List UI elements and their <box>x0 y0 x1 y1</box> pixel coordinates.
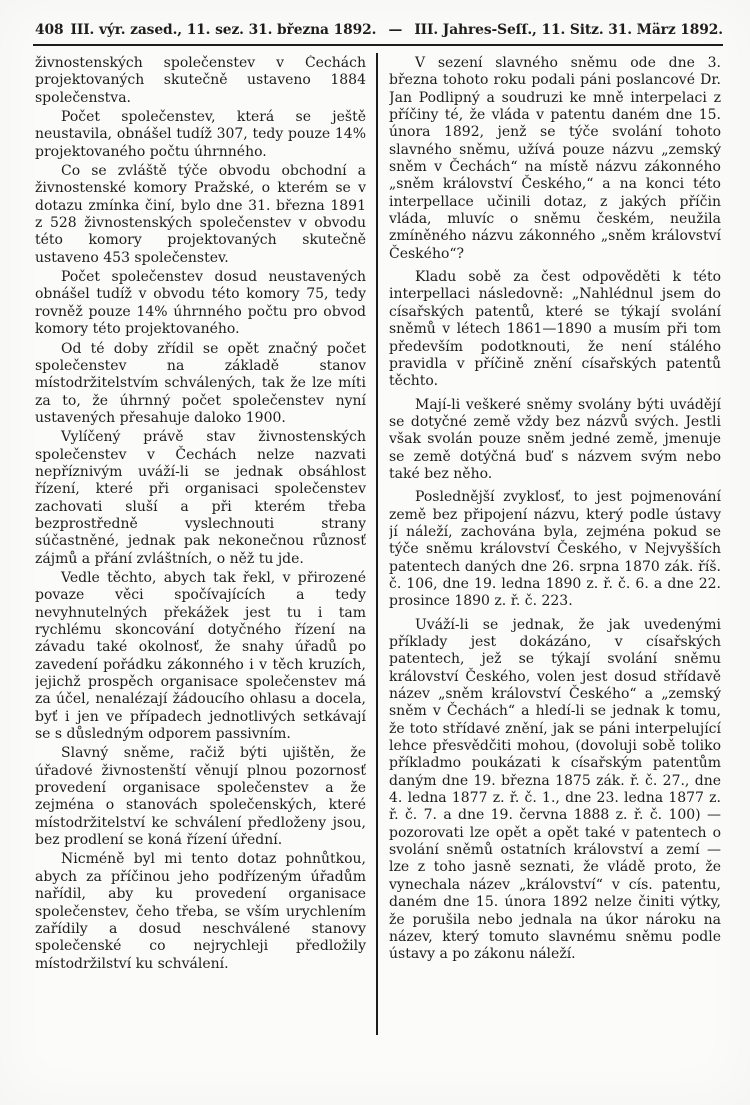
paragraph: Vylíčený právě stav živnostenských společenstev v Čechách nelze nazvati nepříznivým uváží-li se jednak obsáhlost řízení, které při organisaci společenstev zachovati sluší a při kterém třeba bezprostředně vyslechnouti strany súčastněné, jednak pak nekonečnou různosť zájmů a přání zvláštních, o něž tu jde. <box>35 429 366 567</box>
header-separator: — <box>388 22 403 38</box>
paragraph: Slavný sněme, račiž býti ujištěn, že úřadové živnostenští věnují plnou pozornosť provedení organisace společenstev a že zejména o stanovách společenských, které místodržitelství ke schválení předloženy jsou, bez prodlení se koná řízení úřední. <box>35 745 366 849</box>
page-number: 408 <box>35 22 64 38</box>
column-divider <box>376 53 378 1035</box>
paragraph: Od té doby zřídil se opět značný počet společenstev na základě stanov místodržitelstvím schválených, tak že lze míti za to, že úhrnný počet společenstev nyní ustavených přesahuje daloko 1900. <box>35 340 366 426</box>
paragraph: V sezení slavného sněmu ode dne 3. března tohoto roku podali páni poslancové Dr. Jan Podlipný a soudruzi ke mně interpelaci z příčiny té, že vláda v patentu daném dne 15. února 1892, jenž se týče svolání tohoto slavného sněmu, užívá pouze názvu „zemský sněm v Čechách“ na místě názvu zákonného „sněm království Českého,“ a na konci této interpellace učinili dotaz, z jakých příčin vláda, mluvíc o sněmu českém, neužila zmíněného názvu zákonného „sněm království Českého“? <box>389 55 721 262</box>
paragraph: Kladu sobě za čest odpověděti k této interpellaci následovně: „Nahlédnul jsem do císařských patentů, které se týkají svolání sněmů v létech 1861—1890 a musím při tom především podotknouti, že není stálého pravidla v příčině znění císařských patentů těchto. <box>389 269 721 390</box>
right-column <box>389 55 721 1027</box>
paragraph: Poslednější zvyklosť, to jest pojmenování země bez připojení názvu, který podle ústavy jí náleží, zachována byla, zejména pokud se týče sněmu království Českého, v Nejvyšších patentech daných dne 26. srpna 1870 zák. říš. č. 106, dne 19. ledna 1890 z. ř. č. 6. a dne 22. prosince 1890 z. ř. č. 223. <box>389 489 721 610</box>
paragraph: Mají-li veškeré sněmy svolány býti uvádějí se dotyčné země vždy bez názvů svých. Jestli však svolán pouze sněm jedné země, jmenuje se země dotýčná buď s názvem svým nebo také bez něho. <box>389 396 721 482</box>
page-header <box>35 22 723 38</box>
paragraph: Nicméně byl mi tento dotaz pohnůtkou, abych za příčinou jeho podřízeným úřadům nařídil, aby ku provedení organisace společenstev, čeho třeba, se vším urychlením zařídily a dosud neschválené stanovy společenské co nejrychleji předložily místodržilství ku schválení. <box>35 851 366 972</box>
header-left-group <box>35 22 376 38</box>
paragraph: Co se zvláště týče obvodu obchodní a živnostenské komory Pražské, o kterém se v dotazu zmínka činí, bylo dne 31. března 1891 z 528 živnostenských společenstev v obvodu této komory projektovaných skutečně ustaveno 453 společenstev. <box>35 163 366 266</box>
paragraph: Počet společenstev, která se ještě neustavila, obnášel tudíž 307, tedy pouze 14% projektovaného počtu úhrnného. <box>35 109 366 160</box>
header-czech-session: III. výr. zased., 11. sez. 31. března 1892. <box>70 22 377 38</box>
paragraph: Uváží-li se jednak, že jak uvedenými příklady jest dokázáno, v císařských patentech, jež se týkají svolání sněmu království Českého, volen jest dosud střídavě název „sněm království Českého“ a „zemský sněm v Čechách“ a hledí-li se jednak k tomu, že toto střídavé znění, jak se páni interpelující lehce přesvědčiti mohou, (dovoluji sobě toliko příkladmo poukázati k císařským patentům daným dne 19. března 1875 zák. ř. č. 27., dne 4. ledna 1877 z. ř. č. 1., dne 23. ledna 1877 z. ř. č. 7. a dne 19. června 1888 z. ř. č. 100) — pozorovati lze opět a opět také v patentech o svolání sněmů ostatních království a zemí — lze z toho jasně seznati, že vládě proto, že vynechala název „království“ v cís. patentu, daném dne 15. února 1892 nelze činiti výtky, že porušila nebo jednala na úkor nároku na název, který tomuto slavnému sněmu podle ústavy a po zákonu náleží. <box>389 616 721 963</box>
header-german-session: III. Jahres-Seſſ., 11. Sitz. 31. März 1892. <box>414 22 723 38</box>
left-column <box>35 55 366 1027</box>
paragraph: Počet společenstev dosud neustavených obnášel tudíž v obvodu této komory 75, tedy rovněž pouze 14% úhrnného počtu pro obvod komory této projektovaného. <box>35 269 366 338</box>
header-rule <box>33 44 723 46</box>
paragraph: živnostenských společenstev v Čechách projektovaných skutečně ustaveno 1884 společenstva. <box>35 55 366 106</box>
paragraph: Vedle těchto, abych tak řekl, v přirozené povaze věci spočívajících a tedy nevyhnutelných překážek jest tu i tam rychlému skoncování dotyčného řízení na závadu také okolnosť, že snahy úřadů po zavedení pořádku zákonného i v těch kruzích, jejichž prospěch organisace společenstev má za účel, nenalézají žádoucího ohlasu a docela, byť i jen ve případech jednotlivých setkávají se s důsledným odporem passivním. <box>35 569 366 743</box>
